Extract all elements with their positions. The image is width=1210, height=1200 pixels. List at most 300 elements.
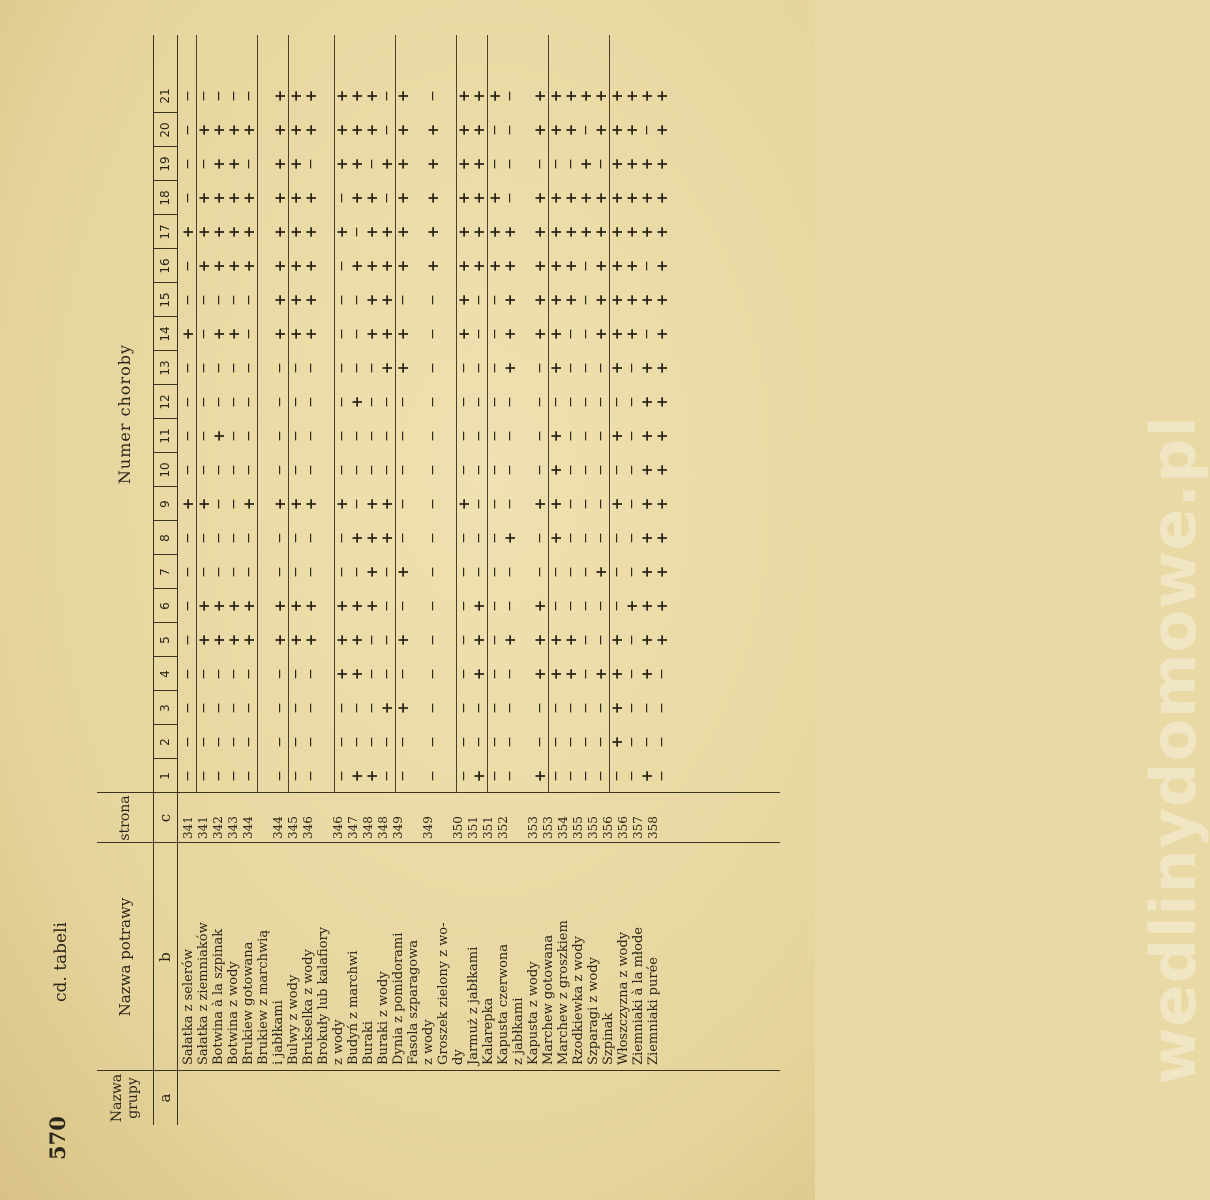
mark-empty — [319, 555, 334, 589]
mark-empty — [518, 385, 533, 419]
mark-empty — [441, 419, 456, 453]
mark-empty — [258, 691, 273, 725]
food-page-number: 353 — [526, 816, 540, 839]
table-row — [227, 35, 242, 793]
mark-minus: − — [532, 430, 548, 442]
mark-minus: − — [211, 668, 227, 680]
mark-plus: + — [240, 633, 258, 647]
mark-minus: − — [379, 464, 395, 476]
mark-empty — [319, 113, 334, 147]
mark-minus: − — [624, 668, 640, 680]
disease-number-header: 6 — [153, 588, 177, 623]
mark-minus: − — [349, 430, 365, 442]
mark-empty — [441, 555, 456, 589]
mark-plus: + — [394, 327, 412, 341]
mark-minus: − — [288, 702, 304, 714]
mark-minus: − — [395, 464, 411, 476]
mark-plus: + — [333, 157, 351, 171]
mark-plus: + — [547, 225, 565, 239]
food-page-number: 350 — [451, 816, 465, 839]
mark-plus: + — [179, 327, 197, 341]
mark-minus: − — [211, 702, 227, 714]
mark-plus: + — [638, 395, 656, 409]
food-page-number: 344 — [241, 816, 255, 839]
mark-minus: − — [609, 566, 625, 578]
mark-minus: − — [639, 260, 655, 272]
mark-plus: + — [302, 225, 320, 239]
mark-plus: + — [378, 531, 396, 545]
mark-plus: + — [271, 327, 289, 341]
mark-plus: + — [577, 157, 595, 171]
mark-minus: − — [563, 158, 579, 170]
mark-plus: + — [271, 293, 289, 307]
mark-minus: − — [272, 736, 288, 748]
food-name: Buraki — [361, 1021, 376, 1065]
mark-empty — [319, 419, 334, 453]
mark-minus: − — [456, 634, 472, 646]
mark-empty — [441, 589, 456, 623]
mark-plus: + — [363, 259, 381, 273]
mark-minus: − — [303, 464, 319, 476]
mark-plus: + — [608, 89, 626, 103]
table-row — [181, 35, 197, 793]
mark-empty — [258, 521, 273, 555]
mark-plus: + — [531, 259, 549, 273]
mark-minus: − — [211, 362, 227, 374]
mark-plus: + — [287, 225, 305, 239]
mark-minus: − — [502, 464, 518, 476]
mark-empty — [319, 759, 334, 793]
mark-minus: − — [364, 668, 380, 680]
mark-plus: + — [470, 157, 488, 171]
mark-minus: − — [563, 566, 579, 578]
mark-plus: + — [470, 259, 488, 273]
mark-minus: − — [349, 226, 365, 238]
subheader-rule — [177, 35, 178, 1125]
mark-plus: + — [547, 293, 565, 307]
column-rule — [177, 1070, 780, 1071]
mark-minus: − — [196, 702, 212, 714]
mark-empty — [518, 725, 533, 759]
mark-minus: − — [334, 464, 350, 476]
table-row — [426, 35, 441, 793]
mark-plus: + — [653, 123, 671, 137]
mark-plus: + — [638, 191, 656, 205]
mark-minus: − — [211, 294, 227, 306]
mark-plus: + — [302, 327, 320, 341]
mark-plus: + — [623, 293, 641, 307]
mark-minus: − — [425, 430, 441, 442]
mark-minus: − — [425, 532, 441, 544]
mark-minus: − — [487, 532, 503, 544]
mark-minus: − — [425, 600, 441, 612]
mark-minus: − — [196, 90, 212, 102]
mark-plus: + — [348, 395, 366, 409]
mark-plus: + — [592, 259, 610, 273]
mark-plus: + — [486, 225, 504, 239]
header-food-name: Nazwa potrawy — [97, 842, 153, 1071]
mark-minus: − — [196, 668, 212, 680]
mark-minus: − — [379, 124, 395, 136]
mark-plus: + — [638, 429, 656, 443]
mark-empty — [411, 759, 426, 793]
mark-minus: − — [487, 396, 503, 408]
mark-plus: + — [501, 259, 519, 273]
mark-plus: + — [608, 701, 626, 715]
mark-minus: − — [272, 362, 288, 374]
mark-minus: − — [487, 736, 503, 748]
mark-minus: − — [226, 396, 242, 408]
mark-plus: + — [225, 327, 243, 341]
mark-plus: + — [562, 293, 580, 307]
mark-minus: − — [395, 498, 411, 510]
mark-minus: − — [334, 294, 350, 306]
mark-minus: − — [502, 498, 518, 510]
mark-minus: − — [241, 158, 257, 170]
mark-plus: + — [608, 191, 626, 205]
disease-number-header: 15 — [153, 282, 177, 317]
food-name: Brokuły lub kalafiory — [316, 926, 331, 1065]
mark-plus: + — [547, 259, 565, 273]
mark-minus: − — [272, 430, 288, 442]
mark-plus: + — [531, 633, 549, 647]
mark-minus: − — [563, 328, 579, 340]
mark-minus: − — [624, 770, 640, 782]
mark-plus: + — [210, 429, 228, 443]
mark-plus: + — [394, 565, 412, 579]
mark-minus: − — [425, 90, 441, 102]
mark-plus: + — [638, 293, 656, 307]
mark-minus: − — [487, 158, 503, 170]
mark-plus: + — [225, 157, 243, 171]
mark-minus: − — [364, 396, 380, 408]
food-name: Brukselka z wody — [301, 949, 316, 1065]
mark-minus: − — [241, 464, 257, 476]
mark-plus: + — [653, 259, 671, 273]
mark-plus: + — [608, 735, 626, 749]
mark-plus: + — [623, 327, 641, 341]
food-page-number: 344 — [271, 816, 285, 839]
mark-plus: + — [653, 633, 671, 647]
mark-empty — [411, 453, 426, 487]
mark-minus: − — [272, 464, 288, 476]
mark-minus: − — [487, 600, 503, 612]
mark-minus: − — [578, 736, 594, 748]
table-row — [304, 35, 319, 793]
mark-minus: − — [226, 294, 242, 306]
mark-minus: − — [180, 260, 196, 272]
mark-minus: − — [578, 532, 594, 544]
mark-plus: + — [240, 225, 258, 239]
mark-plus: + — [562, 667, 580, 681]
mark-minus: − — [241, 396, 257, 408]
mark-plus: + — [225, 123, 243, 137]
mark-plus: + — [547, 123, 565, 137]
mark-minus: − — [532, 566, 548, 578]
mark-empty — [319, 691, 334, 725]
mark-minus: − — [502, 192, 518, 204]
mark-plus: + — [531, 327, 549, 341]
mark-minus: − — [487, 668, 503, 680]
mark-plus: + — [531, 191, 549, 205]
mark-minus: − — [241, 90, 257, 102]
mark-minus: − — [226, 702, 242, 714]
mark-minus: − — [395, 396, 411, 408]
mark-minus: − — [593, 634, 609, 646]
mark-minus: − — [624, 498, 640, 510]
mark-minus: − — [425, 464, 441, 476]
mark-minus: − — [487, 362, 503, 374]
mark-plus: + — [210, 633, 228, 647]
disease-number-header: 20 — [153, 112, 177, 147]
mark-minus: − — [487, 498, 503, 510]
mark-minus: − — [364, 634, 380, 646]
mark-plus: + — [302, 259, 320, 273]
mark-plus: + — [363, 327, 381, 341]
mark-plus: + — [195, 497, 213, 511]
mark-minus: − — [624, 736, 640, 748]
mark-plus: + — [623, 225, 641, 239]
food-page-number: 349 — [391, 816, 405, 839]
mark-minus: − — [303, 362, 319, 374]
mark-minus: − — [395, 600, 411, 612]
mark-minus: − — [364, 362, 380, 374]
mark-minus: − — [241, 668, 257, 680]
mark-plus: + — [195, 191, 213, 205]
mark-minus: − — [456, 532, 472, 544]
food-page-number — [406, 795, 421, 839]
mark-plus: + — [455, 123, 473, 137]
mark-minus: − — [334, 362, 350, 374]
mark-minus: − — [226, 498, 242, 510]
mark-plus: + — [240, 599, 258, 613]
mark-minus: − — [487, 770, 503, 782]
mark-minus: − — [364, 702, 380, 714]
mark-minus: − — [593, 430, 609, 442]
mark-minus: − — [593, 770, 609, 782]
mark-minus: − — [241, 294, 257, 306]
mark-minus: − — [578, 328, 594, 340]
mark-minus: − — [578, 294, 594, 306]
mark-minus: − — [226, 90, 242, 102]
mark-minus: − — [425, 668, 441, 680]
mark-minus: − — [334, 192, 350, 204]
mark-plus: + — [653, 361, 671, 375]
mark-minus: − — [563, 396, 579, 408]
mark-plus: + — [394, 123, 412, 137]
mark-minus: − — [563, 498, 579, 510]
mark-minus: − — [425, 770, 441, 782]
mark-minus: − — [532, 396, 548, 408]
mark-minus: − — [379, 668, 395, 680]
mark-empty — [441, 113, 456, 147]
food-name: z wody — [331, 1019, 346, 1065]
table-row — [273, 35, 289, 793]
mark-minus: − — [180, 770, 196, 782]
mark-minus: − — [180, 294, 196, 306]
mark-minus: − — [211, 736, 227, 748]
food-page-number: 357 — [631, 816, 645, 839]
mark-minus: − — [303, 532, 319, 544]
mark-minus: − — [241, 532, 257, 544]
food-name: Rzodkiewka z wody — [571, 935, 586, 1065]
mark-plus: + — [210, 123, 228, 137]
mark-minus: − — [563, 736, 579, 748]
mark-plus: + — [592, 89, 610, 103]
mark-plus: + — [179, 225, 197, 239]
mark-plus: + — [333, 599, 351, 613]
mark-minus: − — [349, 736, 365, 748]
disease-number-header: 11 — [153, 418, 177, 453]
mark-plus: + — [531, 667, 549, 681]
disease-number-header: 1 — [153, 758, 177, 793]
mark-plus: + — [394, 89, 412, 103]
mark-minus: − — [471, 736, 487, 748]
mark-plus: + — [378, 157, 396, 171]
food-page-number: 358 — [646, 816, 660, 839]
mark-plus: + — [394, 701, 412, 715]
mark-minus: − — [211, 396, 227, 408]
mark-plus: + — [225, 259, 243, 273]
mark-minus: − — [425, 566, 441, 578]
watermark: wedlinydomowe.pl — [1137, 415, 1210, 1085]
mark-plus: + — [287, 497, 305, 511]
food-name: Sałatka z selerów — [181, 949, 196, 1065]
mark-plus: + — [333, 667, 351, 681]
mark-plus: + — [363, 565, 381, 579]
mark-minus: − — [241, 566, 257, 578]
mark-plus: + — [486, 259, 504, 273]
food-page-number: 351 — [466, 816, 480, 839]
mark-minus: − — [456, 736, 472, 748]
mark-empty — [258, 759, 273, 793]
mark-minus: − — [272, 532, 288, 544]
mark-plus: + — [592, 225, 610, 239]
mark-plus: + — [348, 191, 366, 205]
table-row — [242, 35, 258, 793]
mark-plus: + — [608, 633, 626, 647]
mark-plus: + — [348, 633, 366, 647]
mark-minus: − — [364, 464, 380, 476]
mark-minus: − — [288, 566, 304, 578]
mark-minus: − — [241, 770, 257, 782]
mark-plus: + — [287, 123, 305, 137]
mark-minus: − — [593, 362, 609, 374]
mark-minus: − — [487, 328, 503, 340]
mark-empty — [319, 385, 334, 419]
mark-plus: + — [608, 123, 626, 137]
food-name: Kapusta czerwona — [496, 943, 511, 1065]
food-name: Sałatka z ziemniaków — [196, 922, 211, 1065]
mark-plus: + — [638, 769, 656, 783]
mark-minus: − — [379, 600, 395, 612]
mark-minus: − — [593, 158, 609, 170]
mark-empty — [411, 725, 426, 759]
mark-plus: + — [501, 225, 519, 239]
mark-plus: + — [531, 599, 549, 613]
mark-minus: − — [303, 736, 319, 748]
mark-minus: − — [471, 430, 487, 442]
mark-plus: + — [653, 429, 671, 443]
food-name: Kapusta z wody — [526, 961, 541, 1065]
mark-minus: − — [349, 566, 365, 578]
mark-minus: − — [180, 124, 196, 136]
food-name: Bulwy z wody — [286, 974, 301, 1065]
mark-minus: − — [395, 736, 411, 748]
mark-minus: − — [303, 770, 319, 782]
mark-empty — [319, 79, 334, 113]
food-page-number: 351 — [481, 816, 495, 839]
food-page-number: 348 — [376, 816, 390, 839]
mark-empty — [441, 215, 456, 249]
mark-plus: + — [470, 667, 488, 681]
table-row — [610, 35, 625, 793]
mark-minus: − — [379, 90, 395, 102]
mark-plus: + — [363, 123, 381, 137]
mark-plus: + — [470, 123, 488, 137]
mark-plus: + — [210, 157, 228, 171]
mark-minus: − — [241, 328, 257, 340]
mark-minus: − — [425, 396, 441, 408]
mark-plus: + — [608, 259, 626, 273]
mark-minus: − — [578, 702, 594, 714]
mark-minus: − — [609, 532, 625, 544]
mark-plus: + — [348, 123, 366, 137]
mark-plus: + — [210, 191, 228, 205]
mark-plus: + — [638, 633, 656, 647]
mark-plus: + — [363, 191, 381, 205]
food-name: Buraki z wody — [376, 971, 391, 1065]
mark-minus: − — [471, 294, 487, 306]
mark-minus: − — [226, 668, 242, 680]
disease-number-header: 2 — [153, 724, 177, 759]
table-row — [380, 35, 396, 793]
rotated-page-content — [45, 35, 1210, 1160]
mark-plus: + — [562, 123, 580, 137]
mark-plus: + — [623, 123, 641, 137]
mark-minus: − — [654, 736, 670, 748]
mark-plus: + — [608, 667, 626, 681]
mark-minus: − — [226, 464, 242, 476]
mark-plus: + — [271, 259, 289, 273]
mark-minus: − — [578, 260, 594, 272]
mark-empty — [441, 657, 456, 691]
food-page-number — [511, 795, 526, 839]
mark-empty — [258, 351, 273, 385]
mark-empty — [258, 419, 273, 453]
mark-empty — [411, 589, 426, 623]
table-row — [441, 35, 457, 793]
mark-minus: − — [364, 736, 380, 748]
mark-minus: − — [241, 702, 257, 714]
mark-plus: + — [608, 361, 626, 375]
mark-minus: − — [578, 566, 594, 578]
mark-minus: − — [288, 532, 304, 544]
mark-plus: + — [363, 225, 381, 239]
mark-plus: + — [363, 769, 381, 783]
mark-plus: + — [501, 361, 519, 375]
food-name: z jabłkami — [511, 997, 526, 1065]
mark-minus: − — [654, 702, 670, 714]
disease-number-header: 9 — [153, 486, 177, 521]
mark-minus: − — [624, 362, 640, 374]
mark-minus: − — [593, 702, 609, 714]
mark-plus: + — [240, 259, 258, 273]
disease-number-header: 18 — [153, 180, 177, 215]
page-number: 570 — [45, 1116, 70, 1160]
food-page-number: 349 — [421, 816, 435, 839]
mark-plus: + — [302, 633, 320, 647]
